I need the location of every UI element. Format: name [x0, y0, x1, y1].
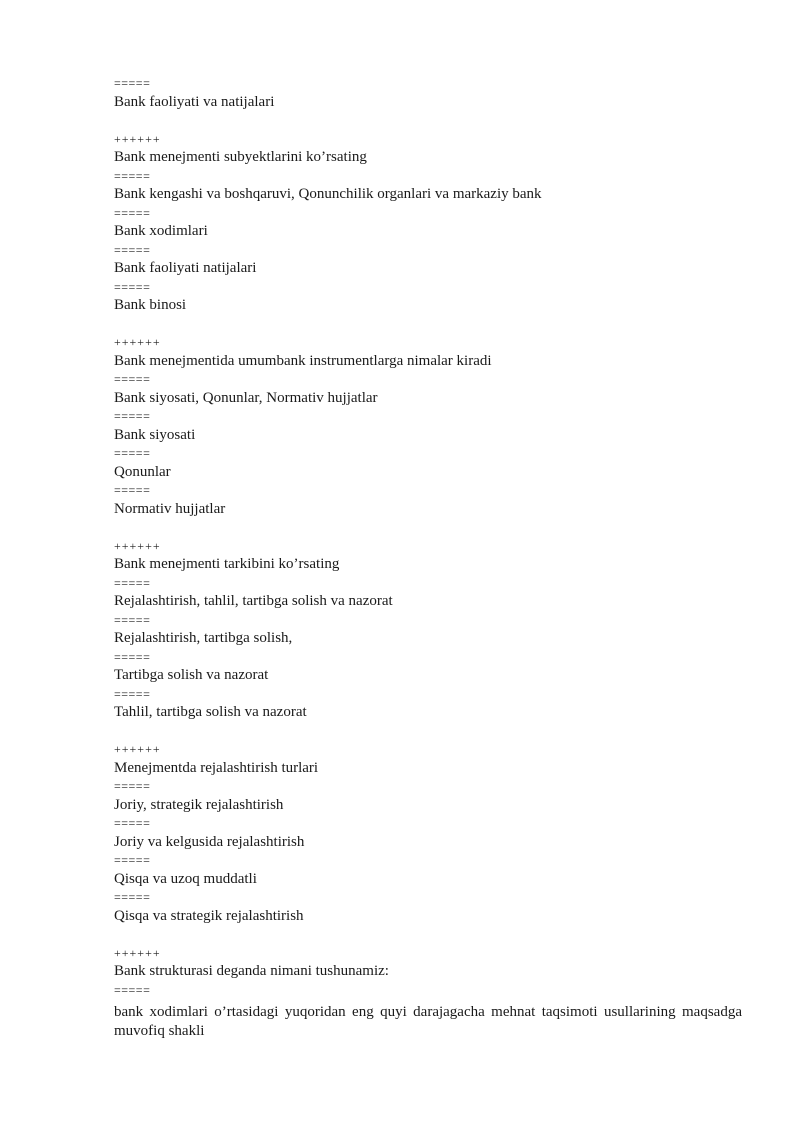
- question-separator: ++++++: [114, 131, 161, 146]
- question-text: Bank strukturasi deganda nimani tushunamiz:: [114, 963, 389, 979]
- answer-option: Bank siyosati: [114, 426, 196, 443]
- answer-option: Rejalashtirish, tahlil, tartibga solish va nazorat: [114, 593, 393, 609]
- answer-option: Tartibga solish va nazorat: [114, 667, 269, 683]
- question-text: Menejmentda rejalashtirish turlari: [114, 759, 319, 776]
- answer-option: Qonunlar: [114, 463, 171, 480]
- answer-option: Qisqa va uzoq muddatli: [114, 870, 257, 887]
- answer-separator: =====: [114, 575, 151, 590]
- answer-option: Bank siyosati, Qonunlar, Normativ hujjatlar: [114, 389, 378, 406]
- answer-option: Bank binosi: [114, 297, 187, 313]
- answer-option: Joriy, strategik rejalashtirish: [114, 796, 284, 813]
- answer-option: bank xodimlari o’rtasidagi yuqoridan eng quyi darajagacha mehnat taqsimoti usullarining maqsadga muvofiq shakli: [114, 1004, 742, 1039]
- answer-option: Bank xodimlari: [114, 223, 208, 239]
- answer-separator: =====: [114, 242, 151, 257]
- answer-separator: =====: [114, 853, 151, 867]
- answer-separator: =====: [114, 982, 151, 997]
- question-separator: ++++++: [114, 538, 161, 553]
- question-block: [114, 333, 742, 518]
- question-block: [114, 740, 742, 925]
- answer-separator: =====: [114, 890, 151, 904]
- answer-option: Tahlil, tartibga solish va nazorat: [114, 704, 307, 720]
- answer-option: Bank faoliyati natijalari: [114, 260, 257, 276]
- question-block: [114, 944, 742, 1041]
- answer-separator: =====: [114, 816, 151, 830]
- document-page: [114, 74, 742, 1040]
- answer-option: Bank kengashi va boshqaruvi, Qonunchilik organlari va markaziy bank: [114, 186, 542, 202]
- answer-separator: =====: [114, 168, 151, 183]
- question-block: [114, 130, 742, 315]
- answer-option: Bank faoliyati va natijalari: [114, 93, 275, 110]
- block-gap: [114, 722, 742, 741]
- answer-separator: =====: [114, 76, 151, 90]
- block-gap: [114, 111, 742, 130]
- answer-option: Joriy va kelgusida rejalashtirish: [114, 833, 305, 850]
- answer-separator: =====: [114, 279, 151, 294]
- question-separator: ++++++: [114, 335, 161, 349]
- answer-separator: =====: [114, 649, 151, 664]
- answer-separator: =====: [114, 686, 151, 701]
- answer-option: Normativ hujjatlar: [114, 500, 226, 517]
- question-text: Bank menejmenti tarkibini ko’rsating: [114, 556, 340, 572]
- block-gap: [114, 925, 742, 944]
- question-block: [114, 537, 742, 722]
- answer-separator: =====: [114, 372, 151, 386]
- question-text: Bank menejmenti subyektlarini ko’rsating: [114, 149, 367, 165]
- question-text: Bank menejmentida umumbank instrumentlarga nimalar kiradi: [114, 352, 492, 369]
- answer-separator: =====: [114, 446, 151, 460]
- block-gap: [114, 315, 742, 334]
- question-separator: ++++++: [114, 945, 161, 960]
- answer-option: Rejalashtirish, tartibga solish,: [114, 630, 293, 646]
- question-separator: ++++++: [114, 742, 161, 756]
- answer-separator: =====: [114, 612, 151, 627]
- answer-separator: =====: [114, 409, 151, 423]
- answer-option: Qisqa va strategik rejalashtirish: [114, 907, 304, 924]
- answer-separator: =====: [114, 779, 151, 793]
- block-gap: [114, 518, 742, 537]
- answer-separator: =====: [114, 483, 151, 497]
- answer-separator: =====: [114, 205, 151, 220]
